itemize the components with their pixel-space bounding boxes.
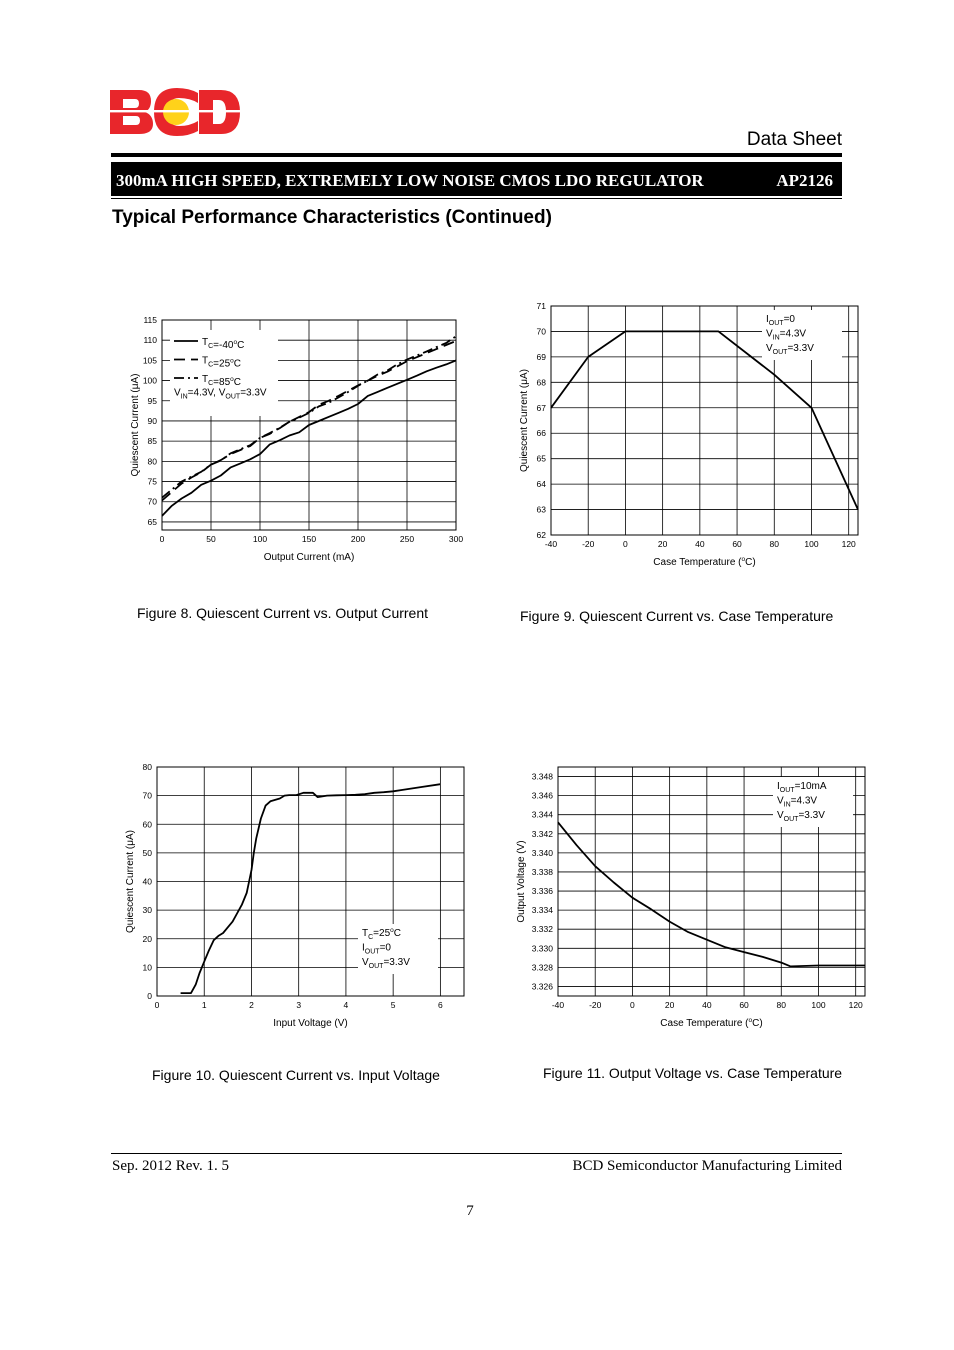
legend-condition: $V_{IN}=4.3V$, $V_{OUT}=3.3V$ — [174, 387, 267, 401]
annotation-line: $V_{OUT}=3.3V$ — [777, 810, 825, 823]
y-tick-label: 3.342 — [531, 828, 553, 839]
x-tick-label: 120 — [841, 539, 856, 549]
legend-label: $T_C=-40^oC$ — [202, 337, 245, 351]
y-tick-label: 68 — [536, 377, 546, 388]
x-tick-label: 200 — [350, 534, 366, 544]
chart-fig8 — [110, 305, 480, 585]
y-tick-label: 70 — [142, 790, 152, 801]
caption-fig11: Figure 11. Output Voltage vs. Case Temperature — [543, 1065, 843, 1081]
y-tick-label: 80 — [147, 456, 157, 467]
x-tick-label: 20 — [664, 1000, 675, 1010]
x-tick-label: 250 — [399, 534, 415, 544]
y-tick-label: 3.344 — [531, 809, 553, 820]
annotation-line: $V_{OUT}=3.3V$ — [766, 343, 814, 356]
y-tick-label: 67 — [536, 402, 546, 413]
y-tick-label: 3.338 — [531, 866, 553, 877]
y-tick-label: 63 — [536, 504, 546, 515]
caption-fig10: Figure 10. Quiescent Current vs. Input Voltage — [152, 1067, 440, 1083]
y-axis-label: Quiescent Current (μA) — [130, 373, 141, 477]
document-title: 300mA HIGH SPEED, EXTREMELY LOW NOISE CMOS LDO REGULATOR — [116, 171, 704, 190]
x-tick-label: 5 — [390, 1000, 396, 1010]
y-tick-label: 20 — [142, 933, 152, 944]
x-axis-label: Case Temperature ($^o$C) — [653, 556, 756, 568]
y-tick-label: 3.334 — [531, 905, 553, 916]
y-tick-label: 105 — [142, 355, 157, 366]
x-tick-label: 120 — [848, 1000, 863, 1010]
chart-fig11 — [505, 755, 875, 1035]
title-bar — [111, 162, 842, 196]
x-tick-label: 0 — [630, 1000, 635, 1010]
x-axis-label: Case Temperature ($^o$C) — [660, 1017, 763, 1029]
title-rule — [111, 198, 842, 199]
y-tick-label: 70 — [147, 496, 157, 507]
part-number: AP2126 — [776, 171, 833, 190]
x-tick-label: 0 — [159, 534, 165, 544]
legend-label: $T_C=25^oC$ — [202, 355, 241, 370]
y-tick-label: 65 — [536, 453, 546, 464]
y-tick-label: 3.340 — [531, 847, 553, 858]
series-line-1 — [558, 822, 865, 966]
y-tick-label: 95 — [147, 395, 157, 406]
chart-fig10 — [110, 755, 480, 1035]
x-tick-label: 40 — [702, 1000, 712, 1010]
x-tick-label: 20 — [657, 539, 668, 549]
x-tick-label: 50 — [206, 534, 216, 544]
y-tick-label: 3.332 — [531, 924, 553, 935]
y-tick-label: 3.346 — [531, 790, 553, 801]
y-axis-label: Quiescent Current (μA) — [125, 829, 136, 934]
x-tick-label: 80 — [776, 1000, 787, 1010]
doc-type: Data Sheet — [746, 129, 842, 150]
annotation-line: $I_{OUT}=0$ — [362, 942, 391, 956]
y-axis-label: Output Voltage (V) — [516, 840, 527, 923]
x-tick-label: 1 — [201, 1000, 207, 1010]
y-tick-label: 3.326 — [531, 981, 553, 992]
y-tick-label: 115 — [143, 315, 157, 325]
x-tick-label: 4 — [343, 1000, 349, 1010]
y-axis-label: Quiescent Current (μA) — [519, 368, 530, 473]
footer-rule — [111, 1153, 842, 1154]
y-tick-label: 110 — [143, 335, 157, 346]
x-tick-label: 40 — [695, 539, 705, 549]
x-tick-label: 80 — [769, 539, 780, 549]
caption-fig9: Figure 9. Quiescent Current vs. Case Temperature — [520, 608, 834, 624]
x-tick-label: 100 — [811, 1000, 826, 1010]
x-tick-label: 0 — [623, 539, 628, 549]
x-tick-label: 0 — [154, 1000, 160, 1010]
annotation-line: $I_{OUT}=10mA$ — [777, 781, 827, 794]
caption-fig8: Figure 8. Quiescent Current vs. Output Current — [137, 605, 429, 621]
x-tick-label: 6 — [438, 1000, 443, 1010]
chart-fig9 — [505, 295, 875, 575]
y-tick-label: 90 — [147, 415, 157, 426]
y-tick-label: 100 — [142, 375, 157, 386]
annotation-line: $V_{IN}=4.3V$ — [777, 795, 818, 809]
y-tick-label: 0 — [147, 991, 152, 1001]
x-tick-label: 300 — [448, 534, 464, 544]
y-tick-label: 69 — [536, 351, 546, 362]
y-tick-label: 3.330 — [531, 943, 553, 954]
x-tick-label: 60 — [732, 539, 742, 549]
y-tick-label: 60 — [142, 819, 152, 830]
section-title: Typical Performance Characteristics (Continued) — [112, 207, 552, 228]
bcd-logo — [109, 88, 241, 136]
y-tick-label: 10 — [142, 962, 152, 973]
x-tick-label: 150 — [301, 534, 317, 544]
y-tick-label: 71 — [536, 301, 546, 311]
page-number: 7 — [466, 1203, 474, 1219]
annotation-line: $T_C=25^oC$ — [362, 927, 401, 941]
x-tick-label: 100 — [804, 539, 819, 549]
x-axis-label: Input Voltage (V) — [273, 1018, 348, 1029]
annotation-line: $V_{IN}=4.3V$ — [766, 328, 807, 342]
x-tick-label: -20 — [582, 539, 595, 549]
y-tick-label: 65 — [147, 516, 157, 527]
y-tick-label: 70 — [536, 326, 546, 337]
x-tick-label: 3 — [296, 1000, 302, 1010]
y-tick-label: 50 — [142, 847, 152, 858]
legend-label: $T_C=85^oC$ — [202, 374, 241, 388]
x-tick-label: 60 — [739, 1000, 749, 1010]
y-tick-label: 80 — [142, 762, 152, 772]
y-tick-label: 40 — [142, 876, 152, 887]
footer-date: Sep. 2012 Rev. 1. 5 — [112, 1158, 229, 1174]
x-axis-label: Output Current (mA) — [263, 552, 355, 563]
y-tick-label: 3.348 — [531, 771, 553, 782]
x-tick-label: -20 — [589, 1000, 602, 1010]
x-tick-label: 2 — [249, 1000, 254, 1010]
y-tick-label: 66 — [536, 428, 546, 439]
y-tick-label: 3.328 — [531, 962, 553, 973]
y-tick-label: 85 — [147, 436, 157, 447]
footer-company: BCD Semiconductor Manufacturing Limited — [572, 1158, 842, 1174]
annotation-line: $I_{OUT}=0$ — [766, 314, 795, 327]
y-tick-label: 30 — [142, 905, 152, 916]
x-tick-label: -40 — [551, 1000, 565, 1010]
y-tick-label: 3.336 — [531, 886, 553, 897]
annotation-line: $V_{OUT}=3.3V$ — [362, 957, 410, 970]
y-tick-label: 75 — [147, 476, 157, 487]
y-tick-label: 62 — [536, 530, 546, 540]
x-tick-label: -40 — [544, 539, 558, 549]
header-rule — [111, 153, 842, 157]
x-tick-label: 100 — [252, 534, 268, 544]
y-tick-label: 64 — [536, 479, 546, 490]
